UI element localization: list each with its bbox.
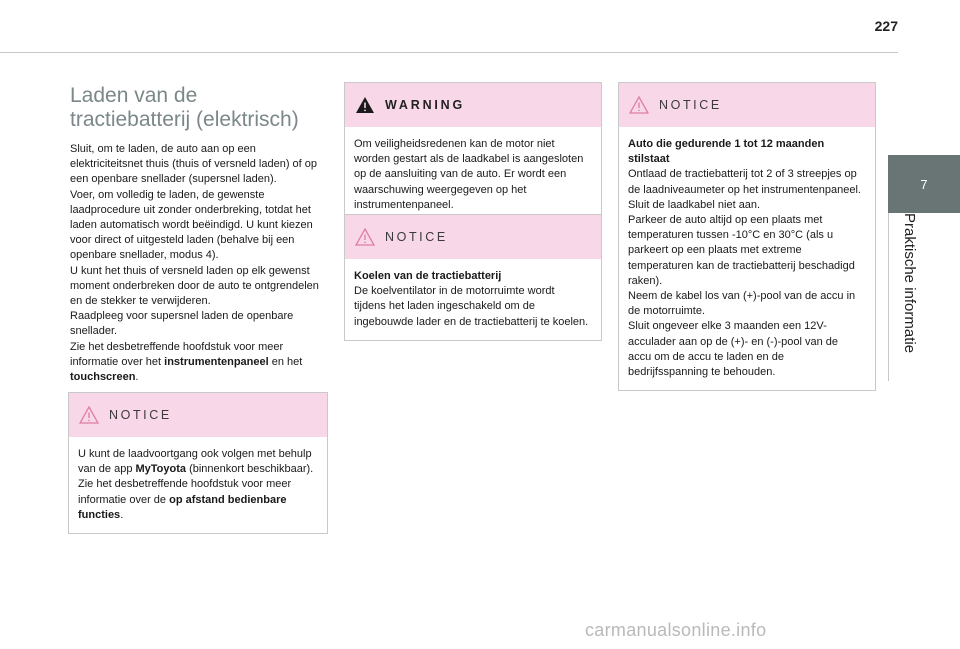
notice-line: Ontlaad de tractiebatterij tot 2 of 3 streepjes op de laadniveaumeter op het instrumentenpaneel. xyxy=(628,168,861,196)
warning-body xyxy=(345,127,601,223)
notice-paragraph xyxy=(78,447,315,477)
left-column xyxy=(70,84,326,385)
notice-line: Sluit ongeveer elke 3 maanden een 12V-acculader aan op de (+)- en (-)-pool van de accu om de accu te laden en de bedrijfsspanning te behouden. xyxy=(628,320,839,379)
page-number: 227 xyxy=(874,18,898,34)
notice-heading: NOTICE xyxy=(109,408,172,422)
paragraph: Sluit, om te laden, de auto aan op een elektriciteitsnet thuis (thuis of versneld laden) of op een openbare snellader (supersnel laden). xyxy=(70,143,318,186)
notice-header xyxy=(69,393,327,437)
notice-text: . xyxy=(120,508,124,521)
notice-line: Sluit de laadkabel niet aan. xyxy=(628,198,761,211)
notice-text: De koelventilator in de motorruimte wordt tijdens het laden ingeschakeld om de ingebouwde lader en de tractiebatterij te koelen. xyxy=(354,285,589,328)
reference-text: Zie het desbetreffende hoofdstuk voor meer informatie over het xyxy=(70,340,284,368)
app-name: MyToyota xyxy=(135,463,187,476)
chapter-title: Praktische informatie xyxy=(901,213,918,354)
notice-text: U kunt de laadvoortgang ook volgen met behulp van de app xyxy=(78,448,312,476)
notice-warning-icon xyxy=(355,228,375,246)
notice-body xyxy=(619,127,875,390)
notice-text: (binnenkort beschikbaar). xyxy=(186,463,314,476)
notice-box-cooling xyxy=(344,214,602,341)
notice-warning-icon xyxy=(79,406,99,424)
notice-warning-icon xyxy=(629,96,649,114)
notice-box-storage xyxy=(618,82,876,391)
section-title xyxy=(70,84,326,132)
reference-paragraph xyxy=(70,340,326,386)
notice-line: Parkeer de auto altijd op een plaats met temperaturen tussen -10°C en 30°C (als u parkeert op een plaats met extreme temperaturen kan de tractiebatterij beschadigd raken). xyxy=(628,214,855,287)
reference-text: en het xyxy=(268,355,303,368)
notice-subtitle xyxy=(628,137,863,167)
notice-subtitle-text: Auto die gedurende 1 tot 12 maanden stilstaat xyxy=(628,138,825,166)
paragraph: Raadpleeg voor supersnel laden de openbare snellader. xyxy=(70,310,294,338)
reference-link-remote-functions: op afstand bedienbare functies xyxy=(78,493,287,521)
notice-heading: NOTICE xyxy=(659,98,722,112)
notice-subtitle xyxy=(354,269,589,284)
notice-paragraph xyxy=(78,477,315,523)
notice-header xyxy=(619,83,875,127)
notice-body xyxy=(69,437,327,533)
warning-text: Om veiligheidsredenen kan de motor niet worden gestart als de laadkabel is aangesloten op de aansluiting van de auto. Er wordt een waarschuwing weergegeven op het instrumentenpaneel. xyxy=(354,138,584,211)
notice-box-app xyxy=(68,392,328,534)
notice-subtitle-text: Koelen van de tractiebatterij xyxy=(354,270,502,282)
side-rule xyxy=(888,213,889,381)
warning-heading: WARNING xyxy=(385,98,466,112)
reference-link-touchscreen: touchscreen xyxy=(70,371,136,384)
chapter-tab[interactable] xyxy=(888,155,960,213)
paragraph: U kunt het thuis of versneld laden op elk gewenst moment onderbreken door de auto te ontgrendelen en de stekker te verwijderen. xyxy=(70,264,319,308)
reference-link-instrumentenpaneel: instrumentenpaneel xyxy=(164,355,269,368)
warning-box-cable xyxy=(344,82,602,224)
section-title-line-1: Laden van de xyxy=(70,84,198,107)
watermark: carmanualsonline.info xyxy=(585,620,767,640)
reference-text: . xyxy=(135,371,139,384)
header-rule xyxy=(0,52,898,53)
warning-triangle-icon xyxy=(355,96,375,114)
chapter-number: 7 xyxy=(920,176,928,192)
paragraph: Voer, om volledig te laden, de gewenste laadprocedure uit zonder onderbreking, totdat het laden automatisch wordt beëindigd. U kunt kiezen voor direct of uitgesteld laden (behalve bij een openbare snellader, modus 4). xyxy=(70,188,313,262)
warning-header xyxy=(345,83,601,127)
notice-header xyxy=(345,215,601,259)
notice-body xyxy=(345,259,601,340)
notice-text: Zie het desbetreffende hoofdstuk voor meer informatie over de xyxy=(78,478,292,506)
notice-line: Neem de kabel los van (+)-pool van de accu in de motorruimte. xyxy=(628,290,856,318)
section-body xyxy=(70,142,326,385)
notice-heading: NOTICE xyxy=(385,230,448,244)
section-title-line-2: tractiebatterij (elektrisch) xyxy=(70,108,299,131)
